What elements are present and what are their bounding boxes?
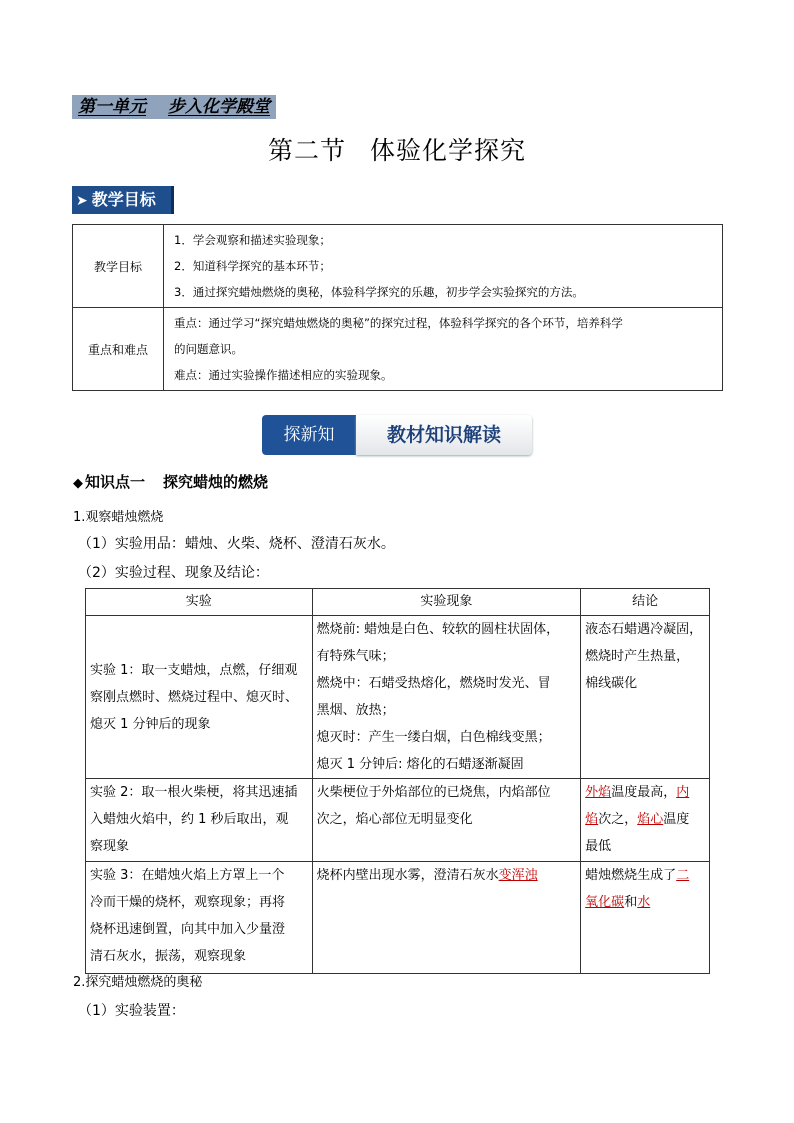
keypoints-row-content — [164, 308, 723, 391]
cell-line: 察刚点燃时、燃烧过程中、熄灭时、 — [90, 689, 299, 705]
cell-line: 入蜡烛火焰中，约 1 秒后取出，观 — [90, 812, 289, 827]
table-header-row — [86, 589, 710, 616]
cell-line: 熄灭时：产生一缕白烟，白色棉线变黑； — [316, 730, 551, 745]
conclusion-cell — [581, 616, 710, 779]
cell-text: 温度最高， — [611, 785, 677, 800]
column-header: 实验 — [86, 589, 313, 616]
table-row — [73, 308, 723, 391]
goals-table — [72, 224, 723, 391]
column-header: 结论 — [581, 589, 710, 616]
apparatus-line: （1）实验装置： — [78, 1003, 185, 1019]
diamond-icon: ◆ — [73, 476, 83, 491]
subsection-heading: 1.观察蜡烛燃烧 — [73, 510, 164, 525]
goals-row-content — [164, 225, 723, 308]
section-number: 第二节 — [267, 136, 346, 165]
phenomenon-cell — [312, 616, 581, 779]
key-point-line: 重点：通过学习“探究蜡烛燃烧的奥秘”的探究过程，体验科学探究的各个环节，培养科学 — [174, 316, 623, 330]
table-row — [86, 779, 710, 862]
conclusion-cell — [581, 862, 710, 974]
keypoints-row-label: 重点和难点 — [73, 308, 164, 391]
cell-line: 最低 — [585, 839, 612, 854]
goal-item: 1．学会观察和描述实验现象； — [174, 233, 331, 247]
answer-blank: 焰心 — [637, 812, 664, 827]
goal-item: 3．通过探究蜡烛燃烧的奥秘，体验科学探究的乐趣，初步学会实验探究的方法。 — [174, 285, 584, 299]
answer-blank: 内 — [676, 785, 690, 800]
experiment-cell — [86, 779, 313, 862]
cell-line: 实验 3：在蜡烛火焰上方罩上一个 — [90, 868, 285, 883]
unit-label: 第一单元 — [78, 97, 146, 117]
key-point-line: 的问题意识。 — [174, 342, 243, 356]
phenomenon-cell — [312, 779, 581, 862]
unit-tag — [72, 95, 276, 119]
cell-line — [585, 806, 705, 833]
knowledge-point-title: 探究蜡烛的燃烧 — [163, 473, 269, 491]
cell-line: 燃烧中：石蜡受热熔化，燃烧时发光、冒 — [316, 676, 551, 691]
cell-text: 温度 — [663, 812, 690, 827]
goal-item: 2．知道科学探究的基本环节； — [174, 259, 331, 273]
table-row — [86, 862, 710, 974]
knowledge-point-heading — [73, 471, 268, 495]
column-header: 实验现象 — [312, 589, 581, 616]
answer-blank: 变浑浊 — [498, 868, 538, 883]
badge-right: 教材知识解读 — [356, 415, 532, 455]
answer-blank: 二 — [676, 868, 690, 883]
arrow-icon: ➤ — [76, 193, 88, 209]
badge-left: 探新知 — [262, 415, 356, 455]
experiment-cell — [86, 862, 313, 974]
cell-line: 烧杯迅速倒置，向其中加入少量澄 — [90, 922, 286, 937]
goals-banner — [72, 186, 174, 214]
difficult-point-line: 难点：通过实验操作描述相应的实验现象。 — [174, 368, 393, 382]
cell-line — [585, 779, 705, 806]
cell-line: 液态石蜡遇冷凝固， — [585, 622, 703, 637]
cell-line: 燃烧前: 蜡烛是白色、较软的圆柱状固体， — [316, 622, 560, 637]
cell-line: 火柴梗位于外焰部位的已烧焦，内焰部位 — [316, 785, 551, 800]
cell-line: 实验 1：取一支蜡烛，点燃，仔细观 — [90, 662, 298, 678]
cell-line: 冷而干燥的烧杯，观察现象；再将 — [90, 895, 286, 910]
process-line: （2）实验过程、现象及结论： — [78, 565, 269, 581]
cell-line: 熄灭 1 分钟后的现象 — [90, 716, 211, 732]
cell-line: 次之，焰心部位无明显变化 — [316, 812, 473, 827]
goals-banner-label: 教学目标 — [91, 190, 156, 209]
goals-row-label: 教学目标 — [73, 225, 164, 308]
subsection-heading: 2.探究蜡烛燃烧的奥秘 — [73, 975, 203, 990]
experiment-table — [85, 588, 710, 974]
cell-line: 清石灰水，振荡，观察现象 — [90, 949, 247, 964]
cell-text: 烧杯内壁出现水雾，澄清石灰水 — [316, 868, 499, 883]
table-row — [73, 225, 723, 308]
knowledge-point-label: 知识点一 — [85, 473, 146, 491]
cell-line: 燃烧时产生热量， — [585, 649, 690, 664]
cell-line — [585, 889, 705, 916]
cell-line: 棉线碳化 — [585, 676, 638, 691]
answer-blank: 氧化碳 — [585, 895, 625, 910]
cell-text: 和 — [624, 895, 638, 910]
experiment-cell — [86, 616, 313, 779]
cell-text: 次之， — [598, 812, 638, 827]
cell-line: 有特殊气味； — [316, 649, 395, 664]
cell-line — [585, 862, 705, 889]
conclusion-cell — [581, 779, 710, 862]
cell-line: 熄灭 1 分钟后: 熔化的石蜡逐渐凝固 — [316, 757, 524, 772]
table-row — [86, 616, 710, 779]
section-title: 体验化学探究 — [370, 136, 527, 165]
cell-text: 蜡烛燃烧生成了 — [585, 868, 677, 883]
answer-blank: 焰 — [585, 812, 599, 827]
page-title — [0, 134, 794, 168]
phenomenon-cell — [312, 862, 581, 974]
materials-line: （1）实验用品：蜡烛、火柴、烧杯、澄清石灰水。 — [78, 536, 395, 552]
answer-blank: 水 — [637, 895, 651, 910]
cell-line: 察现象 — [90, 839, 130, 854]
cell-line: 实验 2：取一根火柴梗，将其迅速插 — [90, 785, 298, 800]
cell-line: 黑烟、放热； — [316, 703, 395, 718]
unit-title: 步入化学殿堂 — [168, 97, 270, 117]
cell-line — [317, 862, 577, 889]
section-badge — [262, 415, 532, 455]
answer-blank: 外焰 — [585, 785, 612, 800]
